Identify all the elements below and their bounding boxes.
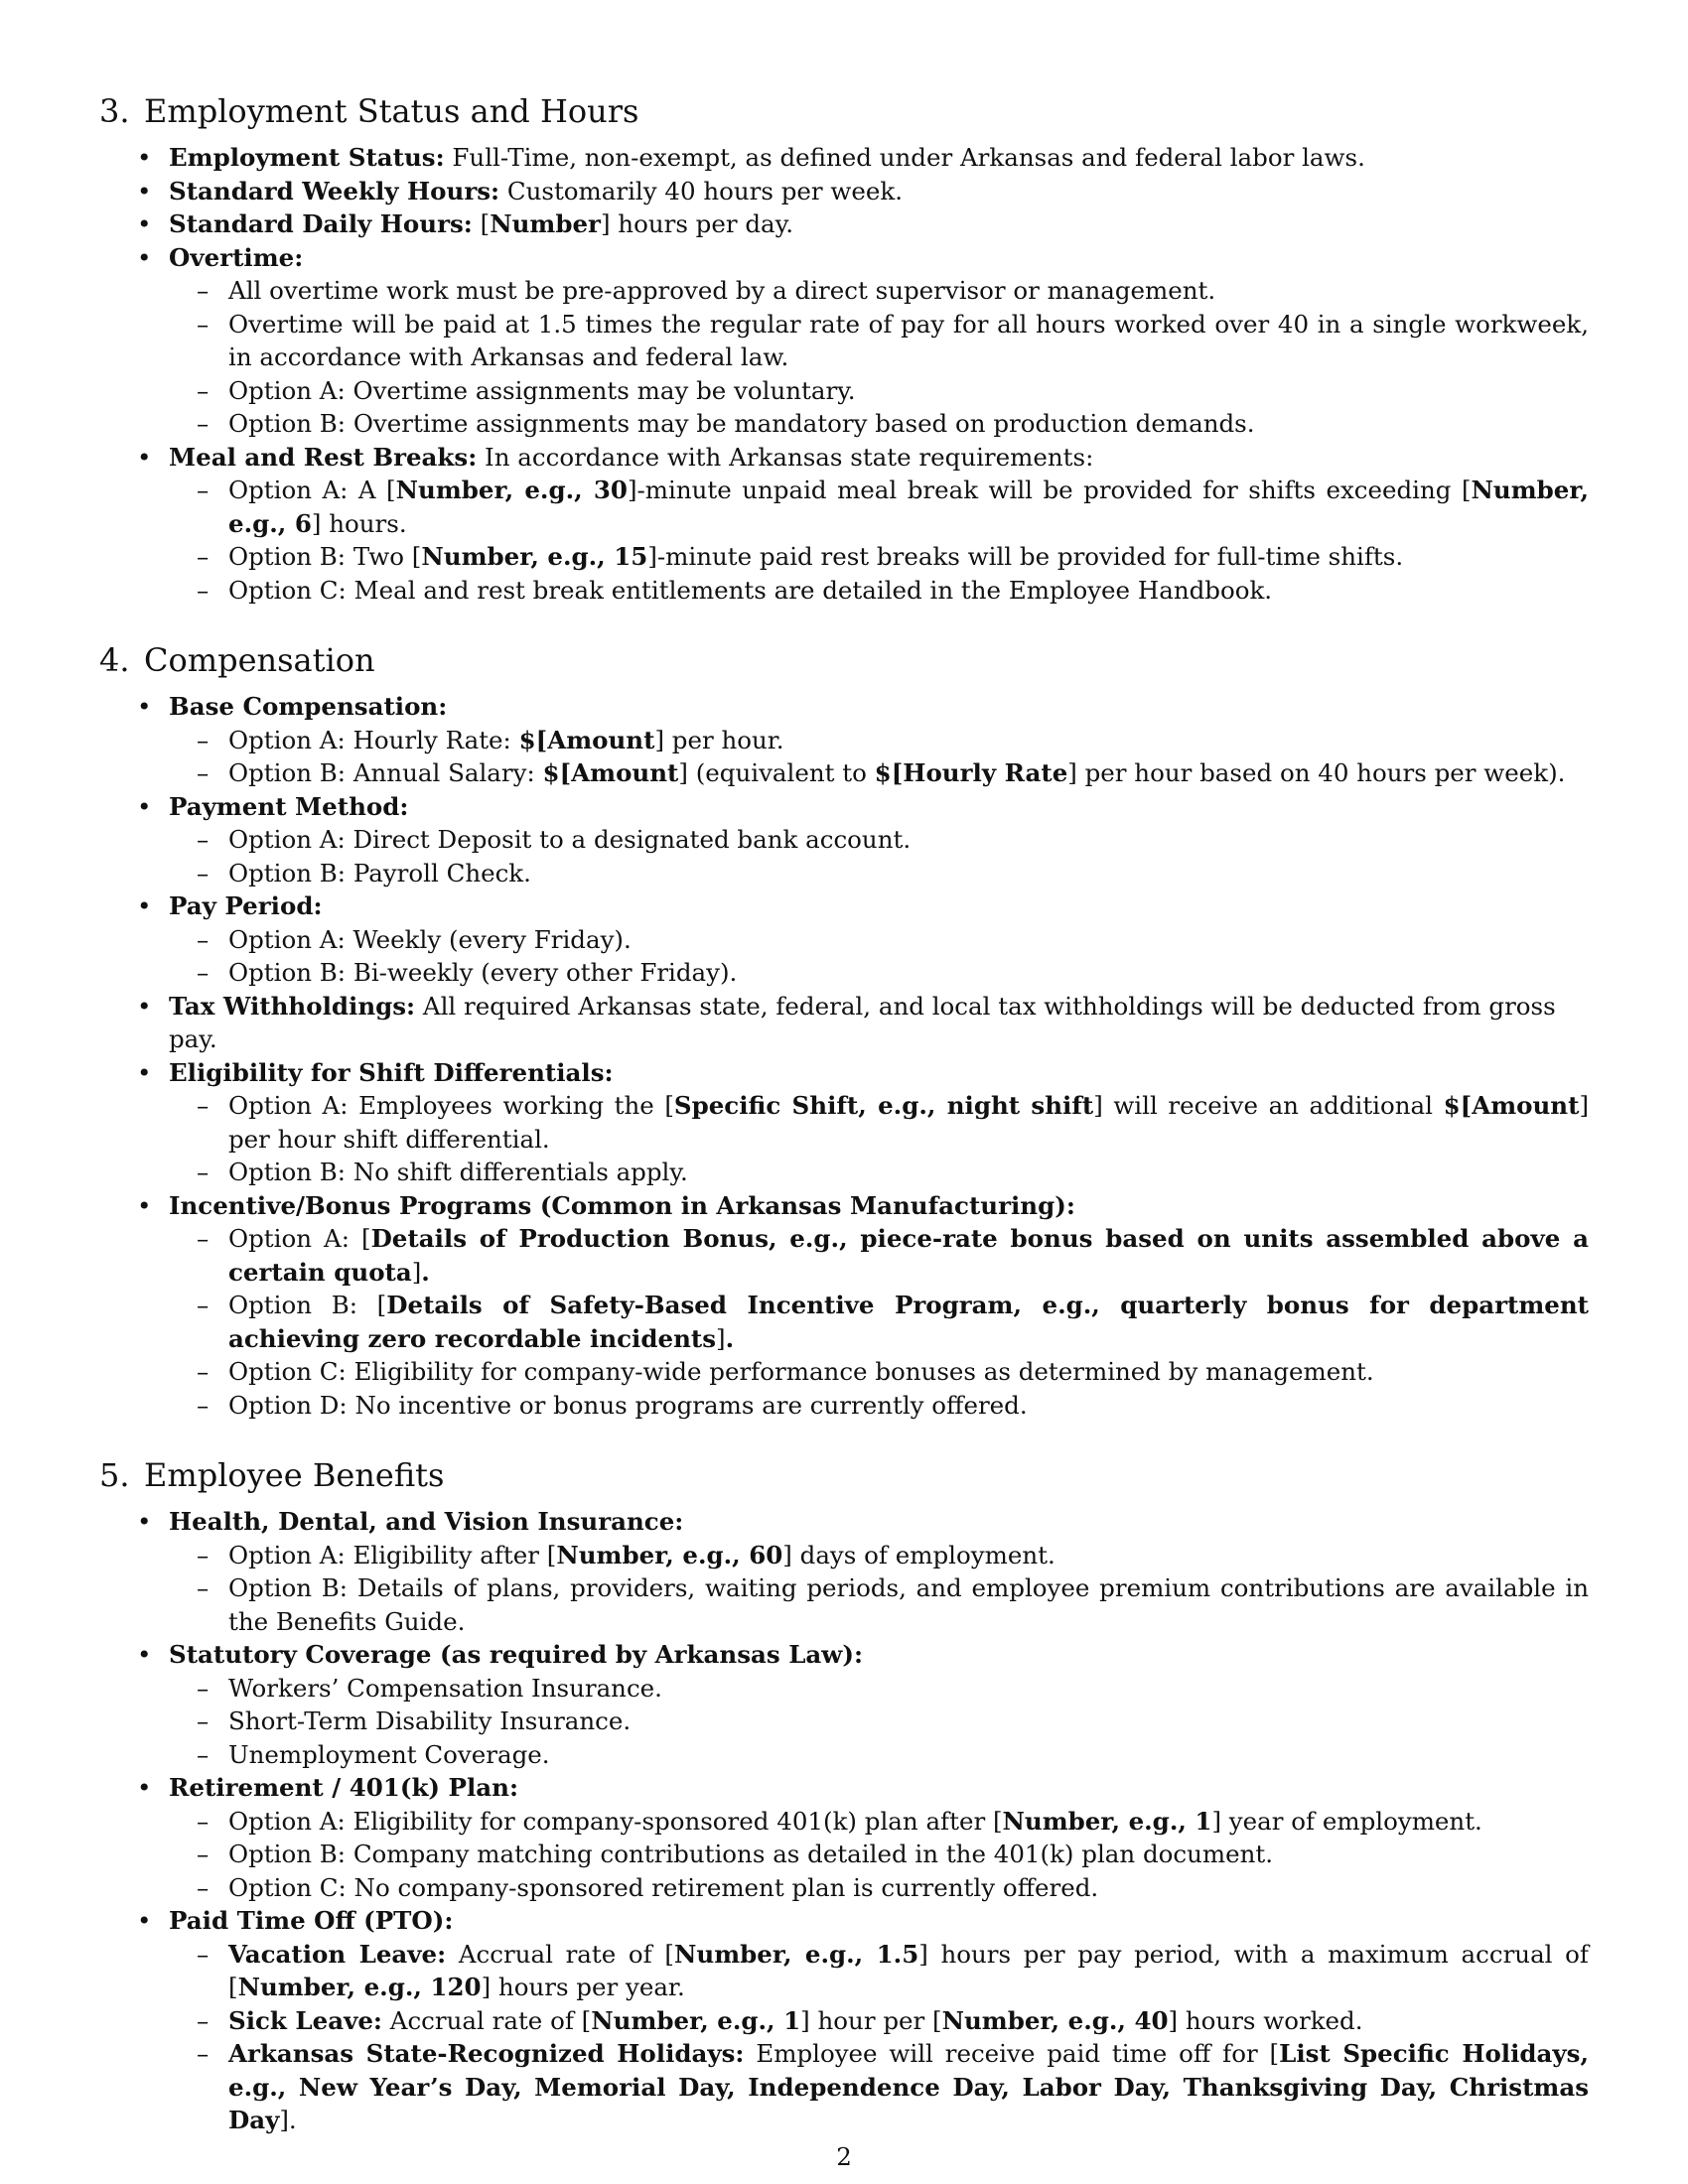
list-item [99,1638,1589,1771]
sub-list-item [169,2037,1589,2137]
text-run: ] hours per pay period, with a maximum accrual of [ [228,1939,1589,2001]
section-3 [99,91,1589,607]
list-item [99,441,1589,608]
bold-text: $[Amount [1443,1091,1580,1120]
sub-list-item [169,2004,1589,2038]
text-run: Customarily 40 hours per week. [499,176,904,205]
text-run: Option B: Bi-weekly (every other Friday). [228,958,738,987]
sub-list-item [169,724,1589,757]
text-run: Option C: No company-sponsored retirement plan is currently offered. [228,1872,1099,1902]
bullet-list [99,141,1589,607]
bold-text: Standard Daily Hours: [169,209,473,238]
sub-list-item [169,857,1589,890]
sub-list-item [169,574,1589,608]
text-run: ]-minute paid rest breaks will be provided for full-time shifts. [647,542,1404,571]
bullet-list [99,690,1589,1422]
bold-text: Number, e.g., 1 [1002,1806,1212,1836]
sub-list-item [169,1871,1589,1905]
bullet-list [99,1505,1589,2137]
bold-text: Number, e.g., 1 [591,2005,801,2035]
text-run: ] per hour shift differential. [228,1091,1589,1154]
text-run: Option B: Two [ [228,542,422,571]
text-run: Option A: [ [228,1224,371,1253]
text-run: ] days of employment. [782,1540,1055,1570]
sub-list [169,923,1589,990]
text-run: Option D: No incentive or bonus programs are currently offered. [228,1390,1028,1420]
bold-text: $[Amount [542,758,679,787]
text-run: Option A: Overtime assignments may be voluntary. [228,375,856,405]
sub-list [169,724,1589,790]
sub-list-item [169,1571,1589,1638]
sub-list-item [169,923,1589,957]
list-item [99,1505,1589,1638]
section-title: Compensation [144,641,375,679]
sub-list-item [169,1672,1589,1706]
text-run: ] hour per [ [800,2005,942,2035]
bold-text: Sick Leave: [228,2005,382,2035]
bold-text: Arkansas State-Recognized Holidays: [228,2039,745,2068]
section-heading [99,91,1589,131]
text-run: ] will receive an additional [1093,1091,1444,1120]
text-run: ] year of employment. [1211,1806,1482,1836]
bold-text: $[Amount [518,725,655,754]
text-run: Unemployment Coverage. [228,1739,550,1769]
bold-text: Base Compensation: [169,692,448,721]
bold-text: Retirement / 401(k) Plan: [169,1773,519,1802]
sub-list [169,1805,1589,1905]
section-number: 3. [99,92,130,130]
sub-list-item [169,756,1589,790]
text-run: Option A: A [ [228,476,396,504]
text-run: Overtime will be paid at 1.5 times the regular rate of pay for all hours worked over 40 in a single workweek, in accordance with Arkansas and federal law. [228,309,1589,371]
section-4 [99,640,1589,1422]
sub-list-item [169,474,1589,540]
text-run: Accrual rate of [ [381,2005,592,2035]
bold-text: Eligibility for Shift Differentials: [169,1057,614,1087]
sub-list-item [169,274,1589,308]
list-item [99,1771,1589,1904]
list-item [99,1904,1589,2137]
bold-text: Number, e.g., 30 [395,476,628,504]
text-run: Option A: Hourly Rate: [228,725,519,754]
page-number: 2 [836,2142,852,2171]
text-run: Option A: Eligibility after [ [228,1540,557,1570]
bold-text: . [421,1257,430,1287]
section-title: Employment Status and Hours [144,92,639,130]
bold-text: Statutory Coverage (as required by Arkansas Law): [169,1640,864,1669]
section-number: 4. [99,641,130,679]
bold-text: Number [490,209,601,238]
sub-list [169,1672,1589,1772]
text-run: All overtime work must be pre-approved by a direct supervisor or management. [228,276,1216,305]
sub-list-item [169,540,1589,574]
text-run: Option B: Details of plans, providers, waiting periods, and employee premium contributions are available in the Benefits Guide. [228,1573,1589,1636]
sub-list [169,474,1589,607]
list-item [99,207,1589,241]
text-run: ]. [279,2106,297,2134]
bold-text: Details of Production Bonus, e.g., piece-rate bonus based on units assembled above a certain quota [228,1224,1589,1287]
bold-text: Incentive/Bonus Programs (Common in Arkansas Manufacturing): [169,1190,1075,1220]
text-run: [ [472,209,491,238]
list-item [99,241,1589,441]
list-item [99,790,1589,890]
bold-text: Details of Safety-Based Incentive Program, e.g., quarterly bonus for department achieving zero recordable incidents [228,1291,1590,1353]
bold-text: Number, e.g., 60 [556,1540,783,1570]
text-run: Option B: [ [228,1291,387,1319]
section-5 [99,1455,1589,2137]
sub-list [169,274,1589,441]
text-run: Option A: Weekly (every Friday). [228,924,632,954]
text-run: ] [411,1257,422,1287]
text-run: ] per hour. [654,725,784,754]
bold-text: Standard Weekly Hours: [169,176,500,205]
text-run: Option B: Overtime assignments may be mandatory based on production demands. [228,409,1255,438]
sub-list [169,1539,1589,1639]
bold-text: Meal and Rest Breaks: [169,442,478,472]
list-item [99,889,1589,990]
list-item [99,1056,1589,1189]
sub-list-item [169,1222,1589,1289]
bold-text: Number, e.g., 1.5 [673,1939,919,1969]
list-item [99,990,1589,1056]
sub-list [169,823,1589,889]
sub-list-item [169,374,1589,408]
bold-text: Employment Status: [169,143,445,172]
list-item [99,690,1589,790]
sub-list-item [169,1156,1589,1189]
sub-list-item [169,823,1589,857]
bold-text: Specific Shift, e.g., night shift [673,1091,1094,1120]
text-run: ] hours. [311,508,407,538]
list-item [99,175,1589,208]
text-run: ] per hour based on 40 hours per week). [1067,758,1566,787]
text-run: ] hours per day. [600,209,794,238]
bold-text: Number, e.g., 15 [421,542,648,571]
section-heading [99,640,1589,680]
text-run: Accrual rate of [ [446,1939,674,1969]
sub-list-item [169,1089,1589,1156]
text-run: Employee will receive paid time off for [ [744,2039,1280,2068]
text-run: ] [716,1323,726,1353]
sub-list-item [169,308,1589,374]
document-page [99,91,1589,2137]
sub-list-item [169,1389,1589,1423]
sub-list-item [169,1289,1589,1355]
bold-text: . [725,1323,735,1353]
text-run: Option A: Eligibility for company-sponsored 401(k) plan after [ [228,1806,1003,1836]
bold-text: Paid Time Off (PTO): [169,1906,454,1935]
text-run: ] (equivalent to [678,758,875,787]
bold-text: List Specific Holidays, e.g., New Year’s Day, Memorial Day, Independence Day, Labor Day, Thanksgiving Day, Christmas Day [228,2039,1589,2134]
sub-list-item [169,956,1589,990]
section-title: Employee Benefits [144,1456,445,1494]
text-run: Full-Time, non-exempt, as defined under Arkansas and federal labor laws. [444,143,1365,172]
text-run: In accordance with Arkansas state requirements: [477,442,1094,472]
bold-text: Number, e.g., 40 [941,2005,1169,2035]
text-run: Option C: Eligibility for company-wide performance bonuses as determined by management. [228,1357,1374,1386]
list-item [99,1189,1589,1423]
text-run: Option A: Direct Deposit to a designated bank account. [228,825,912,854]
bold-text: Health, Dental, and Vision Insurance: [169,1507,684,1536]
sub-list [169,1938,1589,2137]
bold-text: $[Hourly Rate [874,758,1068,787]
text-run: Option C: Meal and rest break entitlements are detailed in the Employee Handbook. [228,575,1273,605]
bold-text: Pay Period: [169,891,323,920]
bold-text: Overtime: [169,242,304,272]
text-run: Option B: Annual Salary: [228,758,543,787]
text-run: ]-minute unpaid meal break will be provided for shifts exceeding [ [627,476,1472,504]
section-number: 5. [99,1456,130,1494]
text-run: Option B: Company matching contributions as detailed in the 401(k) plan document. [228,1840,1274,1868]
section-heading [99,1455,1589,1495]
bold-text: Number, e.g., 6 [228,476,1590,538]
sub-list-item [169,1938,1589,2004]
bold-text: Vacation Leave: [228,1939,447,1969]
text-run: Option B: No shift differentials apply. [228,1158,688,1186]
text-run: Workers’ Compensation Insurance. [228,1673,662,1703]
sub-list-item [169,1705,1589,1738]
sub-list [169,1089,1589,1189]
text-run: ] hours per year. [481,1973,685,2001]
text-run: Short-Term Disability Insurance. [228,1706,632,1735]
list-item [99,141,1589,175]
bold-text: Tax Withholdings: [169,991,416,1021]
text-run: All required Arkansas state, federal, and local tax withholdings will be deducted from gross pay. [169,991,1556,1053]
text-run: Option A: Employees working the [ [228,1091,674,1120]
sub-list-item [169,407,1589,441]
sub-list [169,1222,1589,1422]
sub-list-item [169,1838,1589,1871]
text-run: Option B: Payroll Check. [228,858,531,887]
bold-text: Number, e.g., 120 [237,1973,482,2001]
sub-list-item [169,1539,1589,1572]
sub-list-item [169,1805,1589,1839]
text-run: ] hours worked. [1168,2005,1363,2035]
sub-list-item [169,1355,1589,1389]
sub-list-item [169,1738,1589,1772]
bold-text: Payment Method: [169,791,409,821]
